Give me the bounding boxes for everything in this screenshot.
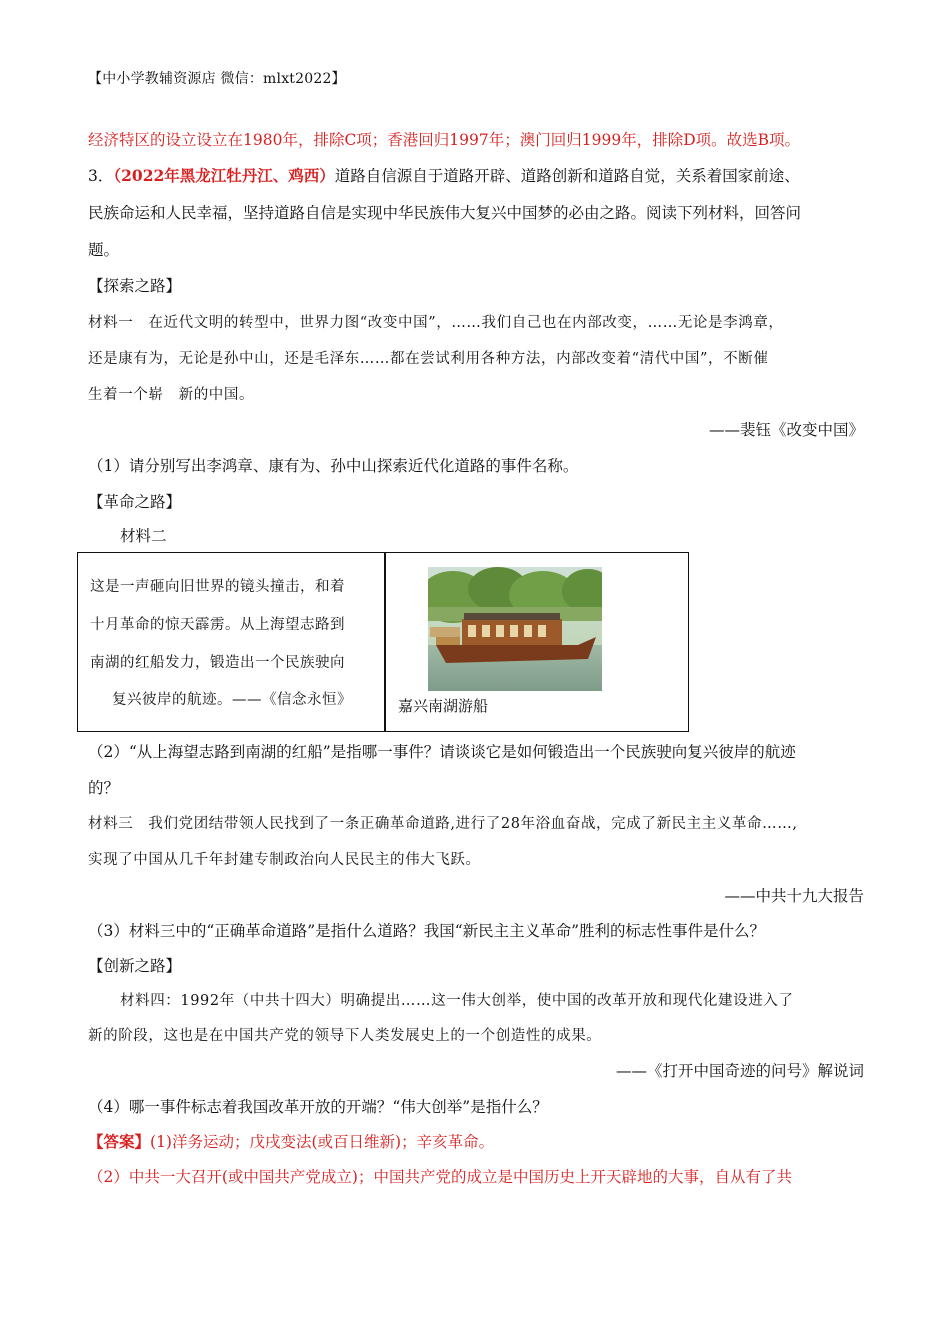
material-4-source: ——《打开中国奇迹的问号》解说词 <box>615 1062 864 1080</box>
previous-answer-explanation: 经济特区的设立设立在1980年，排除C项；香港回归1997年；澳门回归1999年，排除D项。故选B项。 <box>88 131 801 149</box>
material-1-line-1: 材料一 在近代文明的转型中，世界力图“改变中国”，……我们自己也在内部改变，……无论是李鸿章， <box>88 315 784 331</box>
material-1-line-2: 还是康有为，无论是孙中山，还是毛泽东……都在尝试利用各种方法，内部改变着“清代中国”，不断催 <box>88 351 769 367</box>
material-4-line-1: 材料四：1992年（中共十四大）明确提出……这一伟大创举，使中国的改革开放和现代化建设进入了 <box>120 993 794 1009</box>
material-2-title: 材料二 <box>120 527 167 545</box>
material-2-text-line-4: 复兴彼岸的航迹。——《信念永恒》 <box>112 692 352 708</box>
material-3-line-2: 实现了中国从几千年封建专制政治向人民民主的伟大飞跃。 <box>88 852 481 868</box>
material-3-source: ——中共十九大报告 <box>724 887 864 905</box>
question-number: 3． <box>88 167 114 185</box>
material-2-text-line-3: 南湖的红船发力，锻造出一个民族驶向 <box>90 655 345 671</box>
question-3-2-line-1: （2）“从上海望志路到南湖的红船”是指哪一事件？请谈谈它是如何锻造出一个民族驶向复兴彼岸的航迹 <box>88 743 796 761</box>
section-heading-innovation: 【创新之路】 <box>88 957 182 975</box>
material-2-table <box>77 552 689 732</box>
question-intro-text: 道路自信源自于道路开辟、道路创新和道路自觉，关系着国家前途、 <box>334 167 800 185</box>
material-1-line-3: 生着一个崭 新的中国。 <box>88 387 255 403</box>
answer-part-2: （2）中共一大召开(或中国共产党成立)；中国共产党的成立是中国历史上开天辟地的大事，自从有了共 <box>88 1168 792 1186</box>
question-3-3: （3）材料三中的“正确革命道路”是指什么道路？我国“新民主主义革命”胜利的标志性事件是什么？ <box>88 922 766 940</box>
resource-header: 【中小学教辅资源店 微信：mlxt2022】 <box>88 71 346 87</box>
material-2-image-caption: 嘉兴南湖游船 <box>398 697 489 715</box>
answer-label: 【答案】 <box>88 1132 151 1151</box>
answer-part-1: (1)洋务运动；戊戌变法(或百日维新)；辛亥革命。 <box>150 1133 495 1151</box>
question-3-4: （4）哪一事件标志着我国改革开放的开端？“伟大创举”是指什么？ <box>88 1098 548 1116</box>
question-3-intro-line-3: 题。 <box>88 241 120 259</box>
question-3-intro <box>88 164 800 186</box>
table-divider <box>384 553 386 731</box>
question-3-1: （1）请分别写出李鸿章、康有为、孙中山探索近代化道路的事件名称。 <box>88 457 579 475</box>
question-3-2-line-2: 的？ <box>88 779 120 797</box>
red-boat-image <box>428 567 602 691</box>
section-heading-exploration: 【探索之路】 <box>88 277 182 295</box>
material-1-source: ——裴钰《改变中国》 <box>708 421 864 439</box>
section-heading-revolution: 【革命之路】 <box>88 493 182 511</box>
question-3-intro-line-2: 民族命运和人民幸福，坚持道路自信是实现中华民族伟大复兴中国梦的必由之路。阅读下列材料，回答问 <box>88 204 802 222</box>
material-2-text-line-1: 这是一声砸向旧世界的镜头撞击，和着 <box>90 579 345 595</box>
material-3-line-1: 材料三 我们党团结带领人民找到了一条正确革命道路,进行了28年浴血奋战，完成了新民主主义革命……, <box>88 816 798 832</box>
answer-line-1 <box>88 1130 494 1152</box>
question-source: （2022年黑龙江牡丹江、鸡西） <box>113 166 335 185</box>
material-4-line-2: 新的阶段，这也是在中国共产党的领导下人类发展史上的一个创造性的成果。 <box>88 1028 602 1044</box>
material-2-text-line-2: 十月革命的惊天霹雳。从上海望志路到 <box>90 617 345 633</box>
